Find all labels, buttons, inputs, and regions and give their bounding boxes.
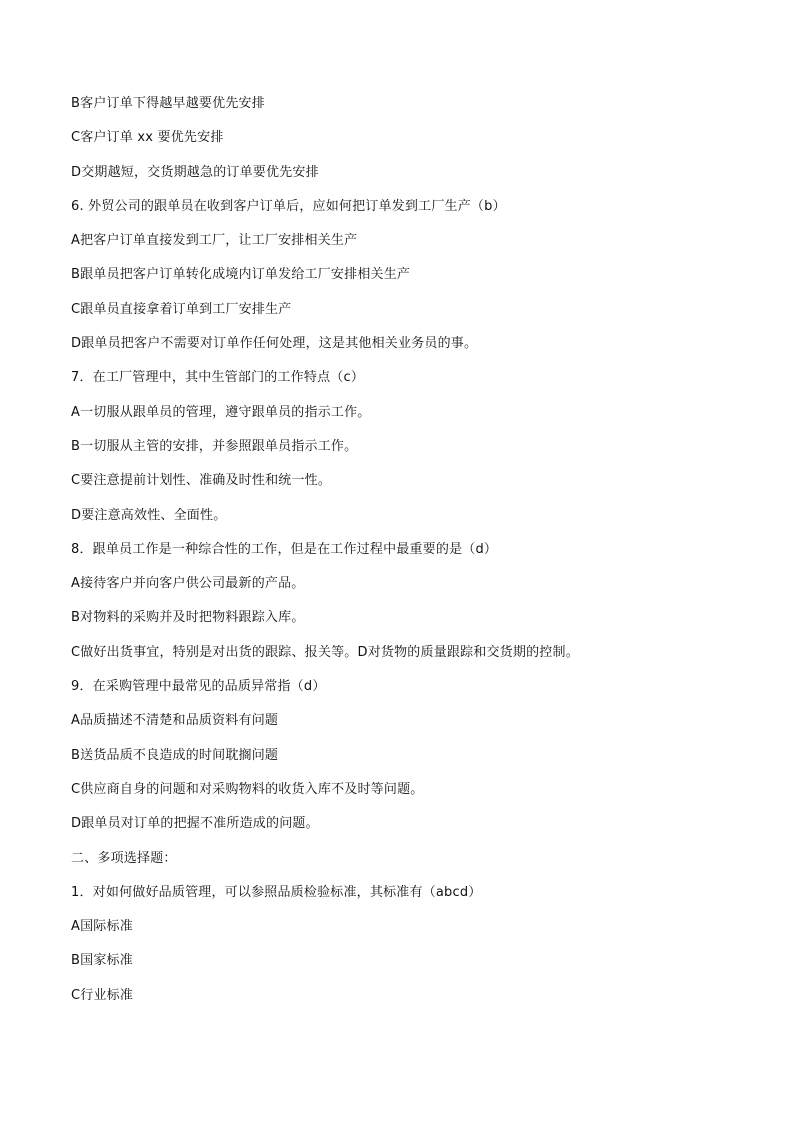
option-line: D跟单员对订单的把握不准所造成的问题。 (71, 816, 319, 832)
option-line: C供应商自身的问题和对采购物料的收货入库不及时等问题。 (71, 781, 424, 797)
option-line: B客户订单下得越早越要优先安排 (71, 96, 265, 111)
option-line: B跟单员把客户订单转化成境内订单发给工厂安排相关生产 (71, 267, 411, 283)
question-line: 6. 外贸公司的跟单员在收到客户订单后，应如何把订单发到工厂生产（b） (71, 198, 506, 214)
option-line: A把客户订单直接发到工厂，让工厂安排相关生产 (71, 233, 358, 249)
question-line: 7．在工厂管理中，其中生管部门的工作特点（c） (71, 370, 365, 386)
option-line: B国家标准 (71, 953, 133, 969)
option-line: C客户订单 xx 要优先安排 (71, 130, 224, 146)
option-line: B送货品质不良造成的时间耽搁问题 (71, 747, 279, 763)
option-line: B对物料的采购并及时把物料跟踪入库。 (71, 610, 305, 626)
question-line: 9．在采购管理中最常见的品质异常指（d） (71, 679, 326, 695)
option-line: C做好出货事宜，特别是对出货的跟踪、报关等。D对货物的质量跟踪和交货期的控制。 (71, 644, 579, 660)
option-line: C跟单员直接拿着订单到工厂安排生产 (71, 301, 292, 317)
section-heading: 二、多项选择题： (71, 850, 177, 866)
option-line: A一切服从跟单员的管理，遵守跟单员的指示工作。 (71, 404, 371, 420)
option-line: D交期越短，交货期越急的订单要优先安排 (71, 164, 319, 180)
option-line: C行业标准 (71, 987, 134, 1003)
document-body (71, 94, 751, 1020)
option-line: A品质描述不清楚和品质资料有问题 (71, 713, 279, 729)
option-line: C要注意提前计划性、准确及时性和统一性。 (71, 473, 332, 489)
option-line: D跟单员把客户不需要对订单作任何处理，这是其他相关业务员的事。 (71, 336, 478, 352)
option-line: A国际标准 (71, 919, 133, 935)
option-line: A接待客户并向客户供公司最新的产品。 (71, 576, 305, 592)
option-line: B一切服从主管的安排，并参照跟单员指示工作。 (71, 438, 358, 454)
question-line: 1．对如何做好品质管理，可以参照品质检验标准，其标准有（abcd） (71, 884, 482, 900)
question-line: 8．跟单员工作是一种综合性的工作，但是在工作过程中最重要的是（d） (71, 541, 498, 557)
option-line: D要注意高效性、全面性。 (71, 507, 227, 523)
